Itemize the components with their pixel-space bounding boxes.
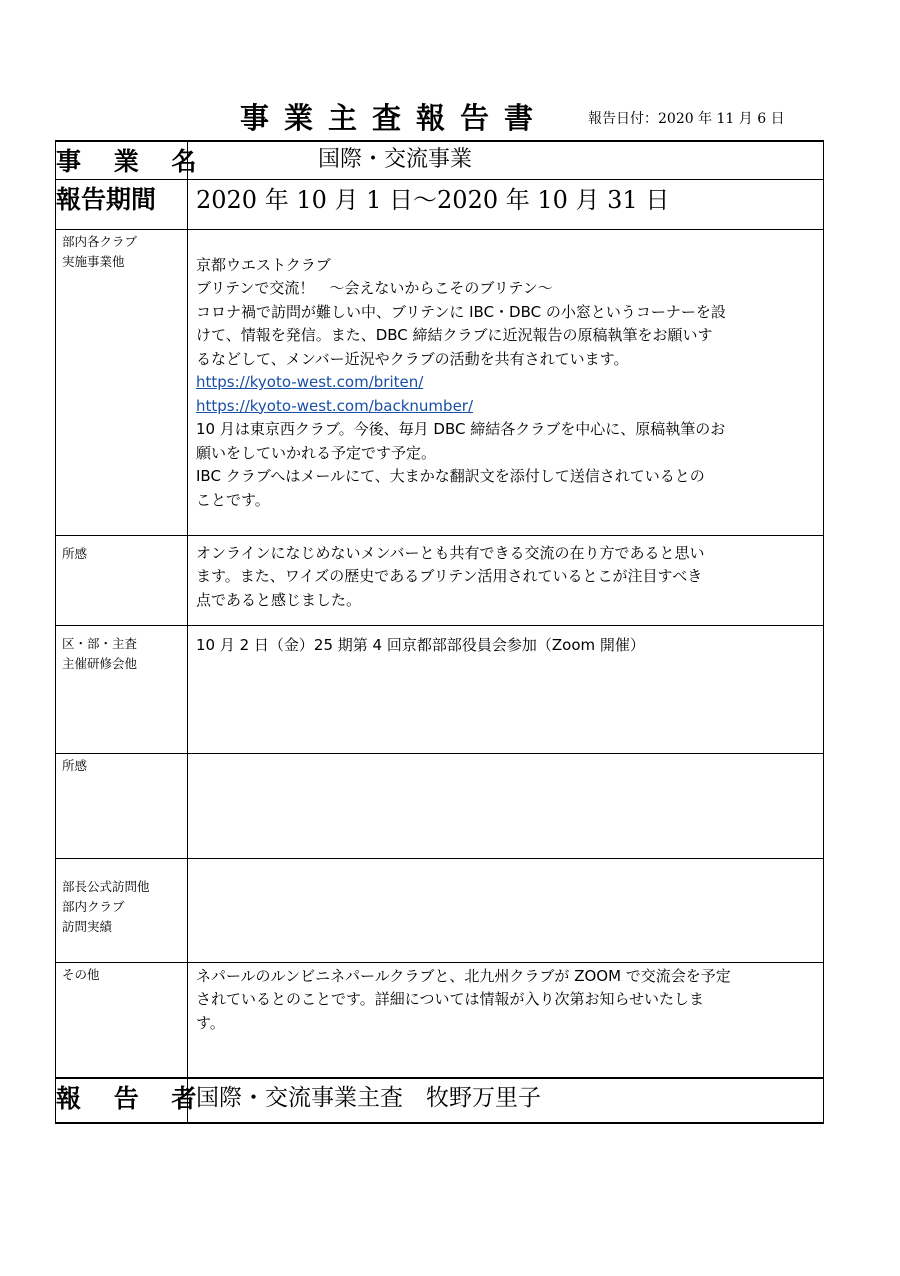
text-line: IBC クラブへはメールにて、大まかな翻訳文を添付して送信されているとの [196, 467, 705, 485]
text-line: 10 月は東京西クラブ。今後、毎月 DBC 締結各クラブを中心に、原稿執筆のお [196, 420, 726, 438]
row-visits [56, 858, 824, 962]
label-line: 部内各クラブ [62, 233, 138, 249]
text-line: ネパールのルンビニネパールクラブと、北九州クラブが ZOOM で交流会を予定 [196, 966, 731, 985]
row-reporter [56, 1078, 824, 1123]
project-label: 事 業 名 [56, 141, 188, 179]
district-events-content [188, 625, 824, 753]
label-line: 実施事業他 [62, 253, 125, 269]
period-label: 報告期間 [56, 179, 188, 229]
title-row [0, 96, 900, 136]
briten-link[interactable]: https://kyoto-west.com/briten/ [196, 373, 424, 391]
impression2-label: 所感 [56, 753, 188, 858]
backnumber-link[interactable]: https://kyoto-west.com/backnumber/ [196, 396, 474, 415]
text-line: コロナ禍で訪問が難しい中、ブリテンに IBC・DBC の小窓というコーナーを設 [196, 302, 726, 321]
text-line: す。 [196, 1013, 225, 1032]
text-line: されているとのことです。詳細については情報が入り次第お知らせいたしま [196, 990, 705, 1008]
page-title: 事業主査報告書 [240, 101, 549, 135]
row-club-activities [56, 229, 824, 535]
label-line: 区・部・主査 [62, 635, 138, 651]
text-line: けて、情報を発信。また、DBC 締結クラブに近況報告の原稿執筆をお願いす [196, 326, 713, 344]
label-line: 部内クラブ [62, 898, 125, 914]
district-events-label [56, 625, 188, 753]
visits-content [188, 858, 824, 962]
label-line: 訪問実績 [62, 918, 113, 934]
text-line: ことです。 [196, 490, 270, 509]
club-activities-content [188, 229, 824, 535]
visits-label [56, 858, 188, 962]
impression1-label: 所感 [56, 535, 188, 625]
impression1-content [188, 535, 824, 625]
other-label: その他 [56, 962, 188, 1078]
project-value: 国際・交流事業 [188, 141, 824, 179]
row-impression2 [56, 753, 824, 858]
text-line: ます。また、ワイズの歴史であるブリテン活用されているとこが注目すべき [196, 567, 703, 585]
period-value: 2020 年 10 月 1 日～2020 年 10 月 31 日 [188, 179, 824, 229]
row-period [56, 179, 824, 229]
report-date: 報告日付：2020 年 11 月 6 日 [588, 111, 785, 127]
report-table [55, 140, 824, 1124]
impression2-content [188, 753, 824, 858]
reporter-value: 国際・交流事業主査 牧野万里子 [188, 1078, 824, 1123]
text-line: ブリテンで交流！ ～会えないからこそのブリテン～ [196, 279, 553, 297]
row-district-events [56, 625, 824, 753]
text-line: 願いをしていかれる予定です予定。 [196, 443, 437, 462]
label-line: 部長公式訪問他 [62, 878, 150, 894]
row-project [56, 141, 824, 179]
club-activities-label [56, 229, 188, 535]
row-other [56, 962, 824, 1078]
text-line: るなどして、メンバー近況やクラブの活動を共有されています。 [196, 349, 629, 368]
row-impression1 [56, 535, 824, 625]
text-line: 点であると感じました。 [196, 590, 362, 609]
label-line: 主催研修会他 [62, 655, 138, 671]
reporter-label: 報 告 者 [56, 1078, 188, 1123]
text-line: オンラインになじめないメンバーとも共有できる交流の在り方であると思い [196, 543, 705, 562]
text-line: 京都ウエストクラブ [196, 255, 331, 274]
other-content [188, 962, 824, 1078]
text-line: 10 月 2 日（金）25 期第 4 回京都部部役員会参加（Zoom 開催） [196, 635, 645, 654]
